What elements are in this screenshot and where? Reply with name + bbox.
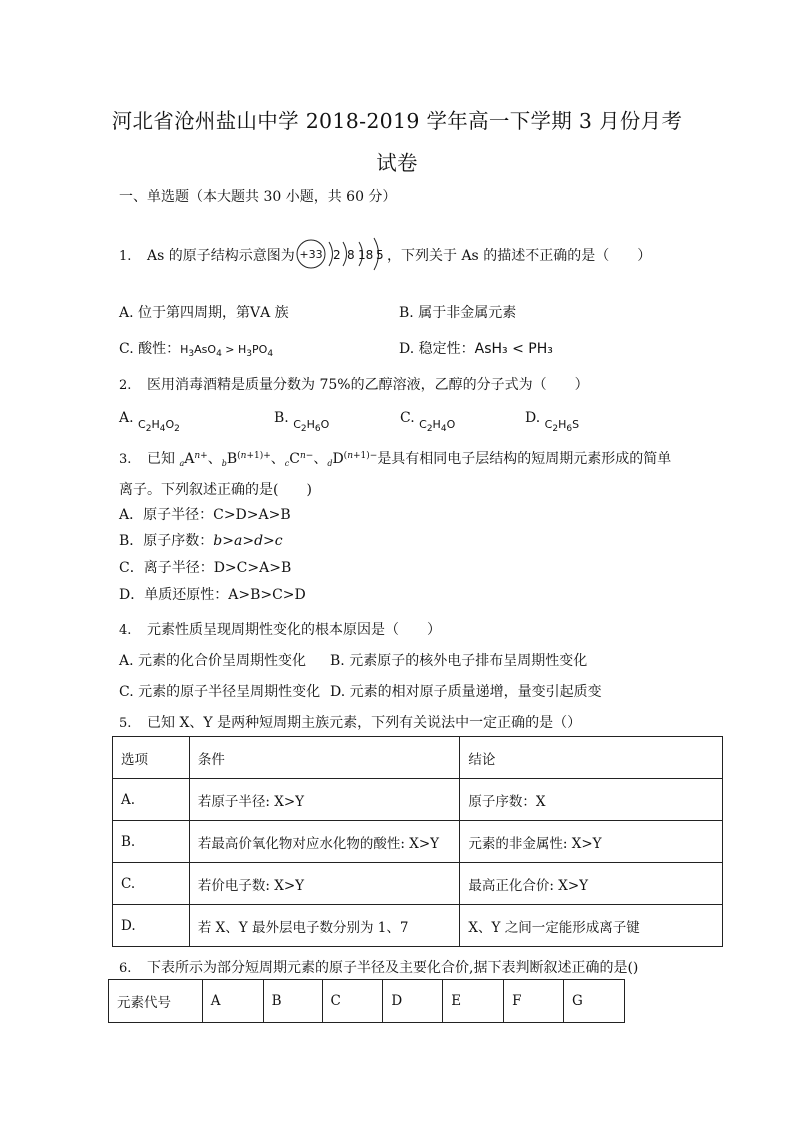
atom-nucleus-charge: +33 (299, 248, 323, 261)
chem-formula-c2h6s: C2H6S (544, 418, 580, 434)
ion-notation: $_aA^{n+}$、$_bB^{(n+1)+}$、$_cC^{n-}$、$_dD^{(n+1)-}$ (179, 451, 378, 468)
table-cell: 若原子半径: X>Y (189, 779, 460, 821)
atom-shell-arc-1 (329, 242, 333, 266)
table-cell: X、Y 之间一定能形成离子键 (460, 905, 723, 947)
question-3-option-d: D．单质还原性：A>B>C>D (119, 587, 306, 603)
question-1-option-d: D. 稳定性：AsH₃ < PH₃ (399, 341, 553, 357)
question-number: 1. (119, 249, 132, 264)
table-cell: E (443, 980, 504, 1023)
question-number: 6. (119, 961, 132, 976)
table-row (113, 779, 723, 821)
question-5-stem: 5. 已知 X、Y 是两种短周期主族元素，下列有关说法中一定正确的是（） (119, 715, 582, 731)
question-2-option-c: C. $_{C_2H_4O}$ (400, 410, 456, 434)
table-cell: 原子序数：X (460, 779, 723, 821)
chem-formula-c2h4o: C2H4O (419, 418, 456, 434)
table-cell: 若 X、Y 最外层电子数分别为 1、7 (189, 905, 460, 947)
question-number: 5. (119, 716, 132, 731)
question-4-option-a: A. 元素的化合价呈周期性变化 (119, 653, 307, 669)
question-number: 2. (119, 378, 132, 393)
question-6-stem: 6. 下表所示为部分短周期元素的原子半径及主要化合价,据下表判断叙述正确的是() (119, 960, 639, 976)
atom-shell-count-3: 18 (358, 248, 374, 262)
question-4-stem: 4. 元素性质呈现周期性变化的根本原因是（ ） (119, 622, 441, 638)
table-cell: A (202, 980, 263, 1023)
question-3-option-a: A．原子半径：C>D>A>B (119, 507, 291, 523)
question-number: 3. (119, 452, 132, 467)
atom-shell-arc-2 (343, 242, 347, 266)
section-heading: 一、单选题（本大题共 30 小题，共 60 分） (119, 189, 397, 205)
question-3-option-b: B．原子序数：b>a>d>c (119, 533, 283, 549)
atomic-structure-diagram (296, 236, 396, 272)
exam-title-line2: 试卷 (376, 151, 418, 175)
table-cell: D. (113, 905, 190, 947)
table-header-cell: 选项 (113, 737, 190, 779)
chem-formula-c2h4o2: C2H4O2 (138, 418, 180, 434)
table-cell: 若价电子数: X>Y (189, 863, 460, 905)
table-cell: F (504, 980, 564, 1023)
question-1-option-a: A. 位于第四周期，第ⅤA 族 (119, 305, 289, 321)
exam-title-line1: 河北省沧州盐山中学 2018-2019 学年高一下学期 3 月份月考 (111, 109, 683, 133)
table-row (113, 905, 723, 947)
question-1-option-b: B. 属于非金属元素 (399, 305, 517, 321)
question-1-stem: 1. As 的原子结构示意图为 (119, 248, 295, 264)
table-cell: 最高正化合价: X>Y (460, 863, 723, 905)
question-1-stem-end: ，下列关于 As 的描述不正确的是（ ） (387, 248, 652, 264)
table-header-cell: 元素代号 (109, 980, 203, 1023)
table-cell: C. (113, 863, 190, 905)
table-row (113, 821, 723, 863)
table-cell: B. (113, 821, 190, 863)
table-cell: A. (113, 779, 190, 821)
table-cell: C (322, 980, 383, 1023)
chem-formula-ash3-lt-ph3: AsH₃ < PH₃ (474, 341, 553, 357)
atom-shell-count-1: 2 (333, 248, 341, 262)
table-cell: 若最高价氧化物对应水化物的酸性: X>Y (189, 821, 460, 863)
question-2-option-a: A. $_{C_2H_4O_2}$ (119, 410, 180, 434)
chem-formula-c2h6o: C2H6O (293, 418, 330, 434)
table-cell: 元素的非金属性: X>Y (460, 821, 723, 863)
table-cell: B (263, 980, 322, 1023)
table-header-cell: 结论 (460, 737, 723, 779)
table-header-row (113, 737, 723, 779)
question-number: 4. (119, 623, 132, 638)
question-3-stem-line2: 离子。下列叙述正确的是( ) (119, 482, 312, 498)
table-cell: G (564, 980, 625, 1023)
atom-shell-count-2: 8 (347, 248, 355, 262)
table-row (109, 980, 625, 1023)
question-2-option-b: B. $_{C_2H_6O}$ (274, 410, 330, 434)
table-header-cell: 条件 (189, 737, 460, 779)
question-6-table (108, 979, 625, 1023)
table-cell: D (383, 980, 443, 1023)
question-3-stem: 3. 已知 $_aA^{n+}$、$_bB^{(n+1)+}$、$_cC^{n-}$、$_dD^{(n+1)-}$是具有相同电子层结构的短周期元素形成的简单 (119, 451, 672, 468)
chem-formula-h3aso4-gt-h3po4: $H_3AsO_4 > H_3PO_4$ (180, 343, 274, 359)
question-2-option-d: D. $_{C_2H_6S}$ (525, 410, 580, 434)
question-4-option-c: C. 元素的原子半径呈周期性变化 (119, 684, 321, 700)
question-3-option-c: C．离子半径：D>C>A>B (119, 560, 292, 576)
atom-shell-count-4: 5 (376, 248, 384, 262)
question-1-option-c: C. 酸性：$H_3AsO_4 > H_3PO_4$ (119, 341, 274, 359)
question-5-table (112, 736, 723, 947)
question-4-option-d: D. 元素的相对原子质量递增，量变引起质变 (330, 684, 602, 700)
question-4-option-b: B. 元素原子的核外电子排布呈周期性变化 (330, 653, 588, 669)
question-2-stem: 2. 医用消毒酒精是质量分数为 75%的乙醇溶液，乙醇的分子式为（ ） (119, 377, 589, 393)
table-row (113, 863, 723, 905)
